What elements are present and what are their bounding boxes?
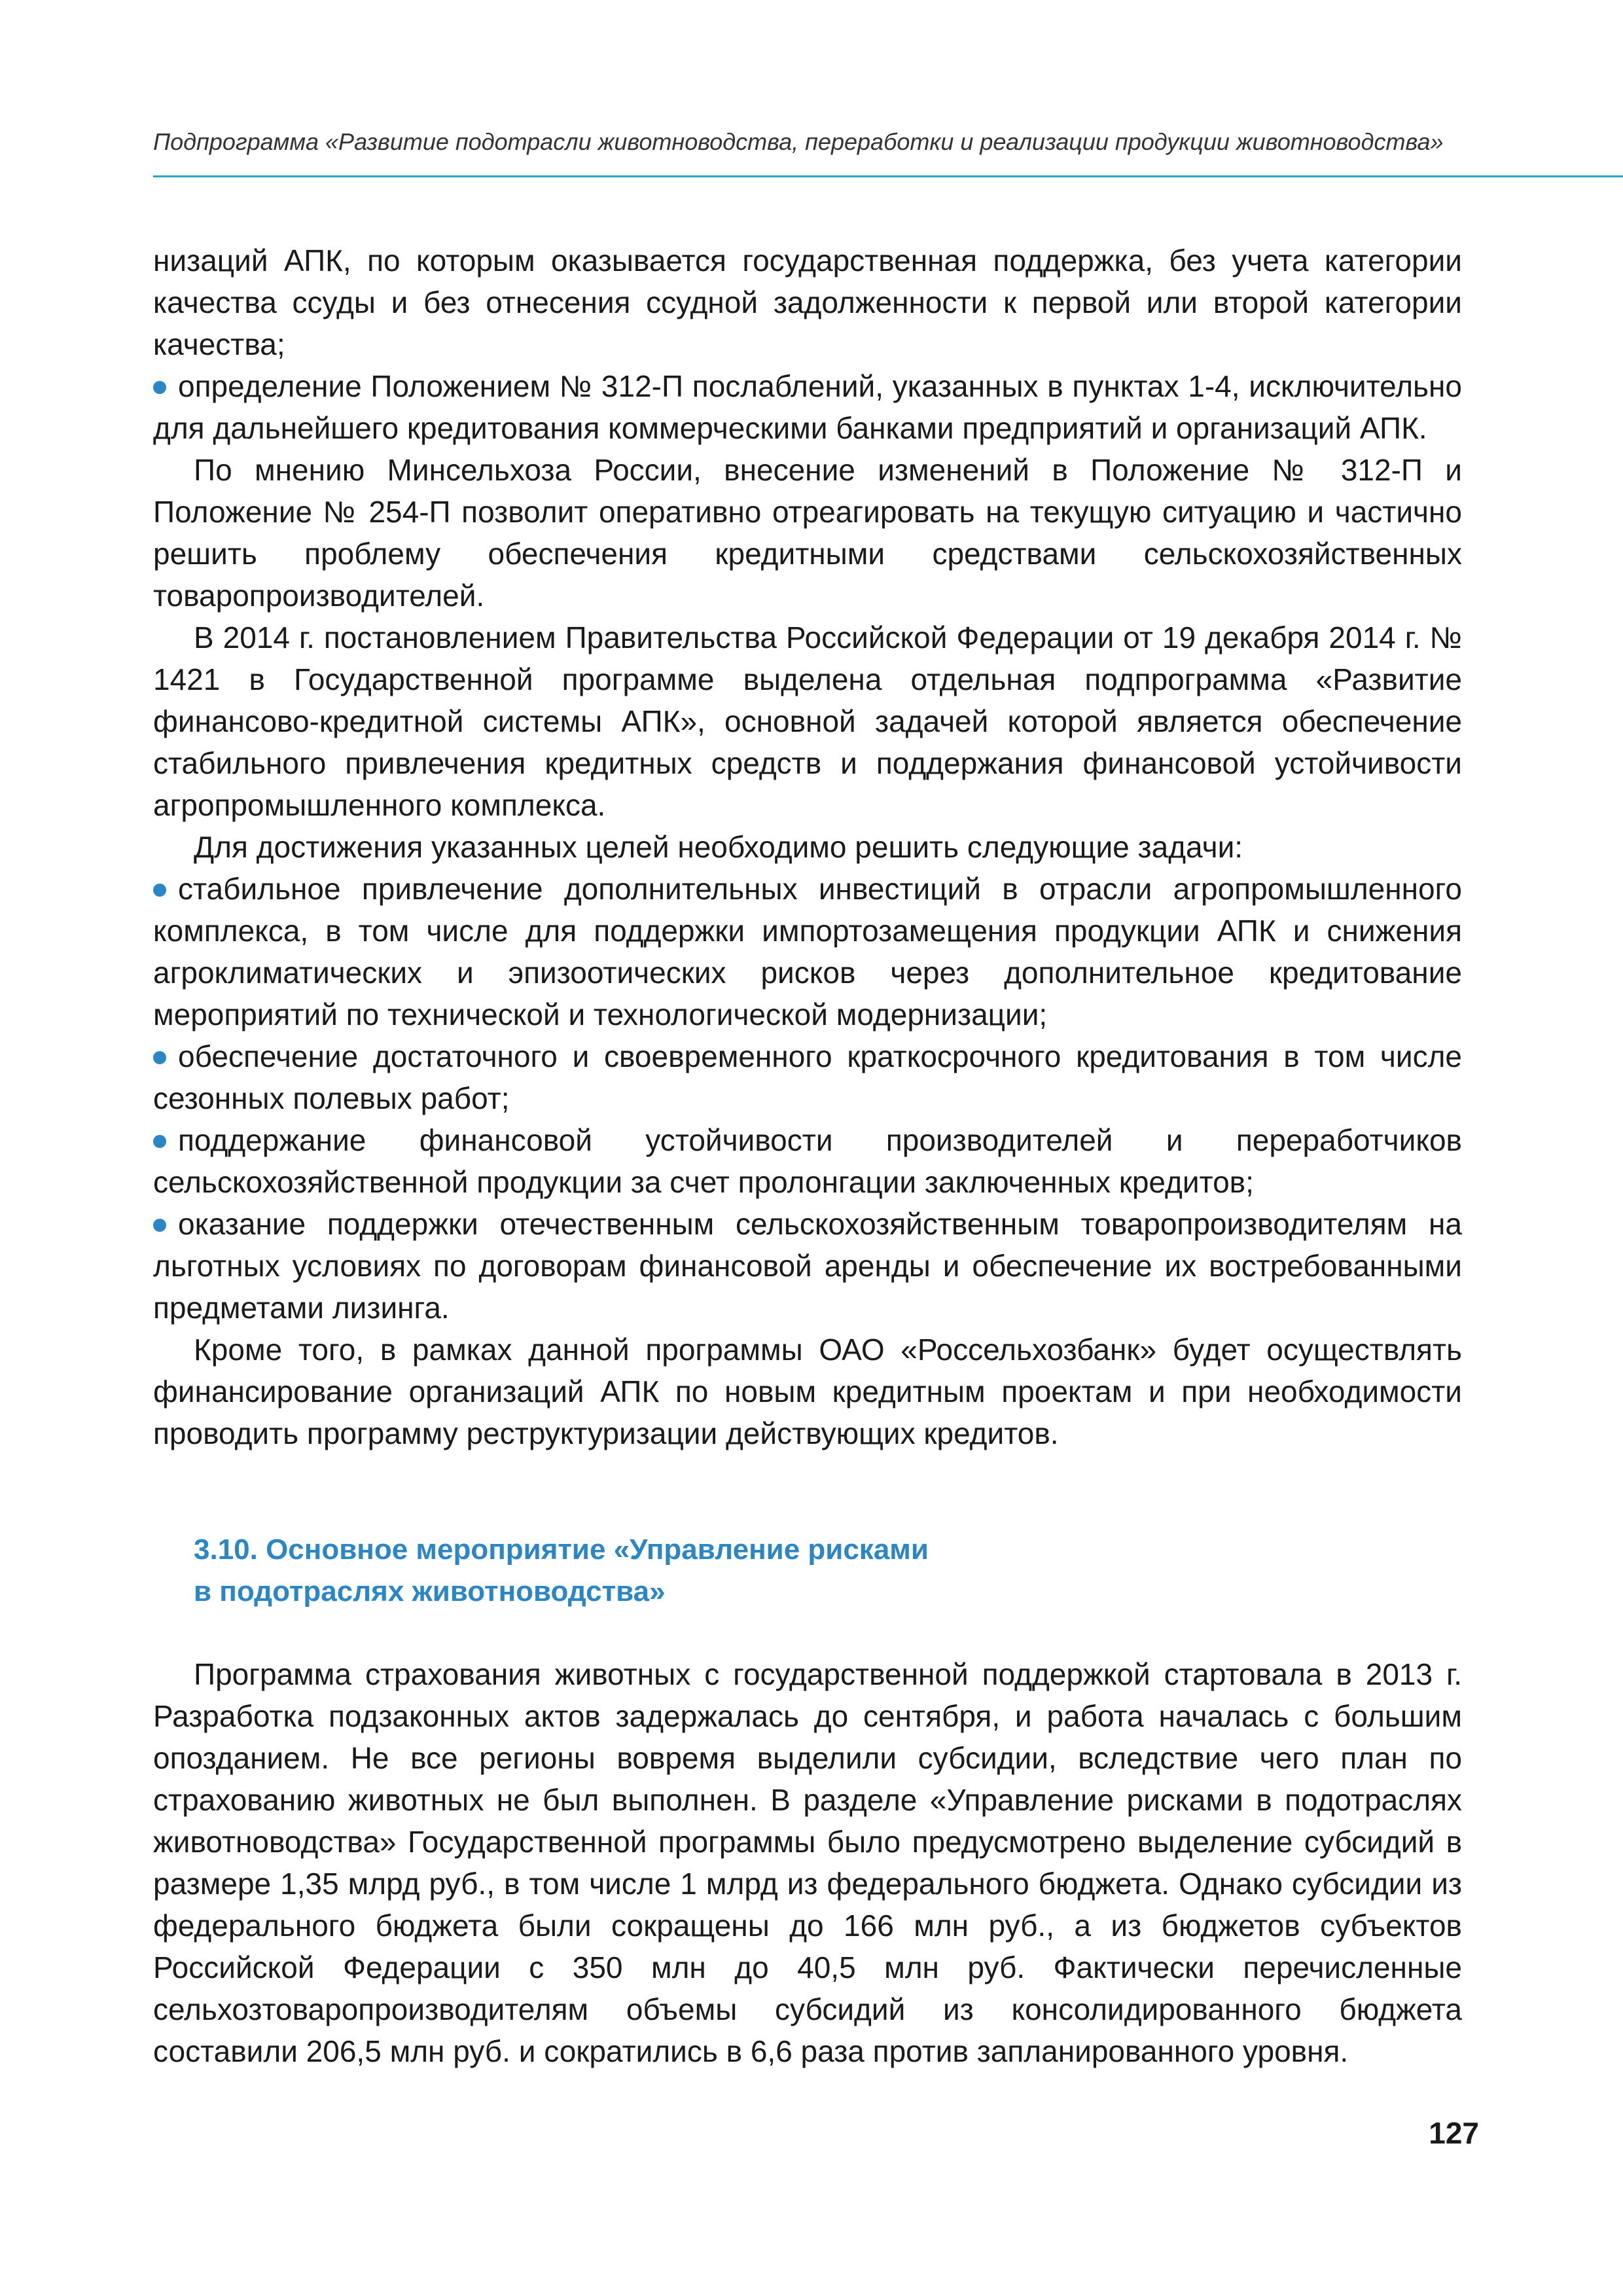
bullet-icon: [153, 1219, 166, 1232]
bullet-text: определение Положением № 312-П послаблений, указанных в пунктах 1-4, исключительно для дальнейшего кредитования коммерческими банками предприятий и организаций АПК.: [153, 369, 1462, 445]
bullet-text: стабильное привлечение дополнительных инвестиций в отрасли агропромышленного комплекса, в том числе для поддержки импортозамещения продукции АПК и снижения агроклиматических и эпизоотических рисков через дополнительное кредитование мероприятий по технической и технологической модернизации;: [153, 872, 1462, 1031]
paragraph: По мнению Минсельхоза России, внесение изменений в Положение № 312-П и Положение № 254-П позволит оперативно отреагировать на текущую ситуацию и частично решить проблему обеспечения кредитными средствами сельскохозяйственных товаропроизводителей.: [153, 453, 1462, 613]
header-divider: [153, 175, 1623, 177]
page-number: 127: [1429, 2116, 1479, 2150]
bullet-item: [153, 1203, 1462, 1329]
section-heading-line: 3.10. Основное мероприятие «Управление рисками: [194, 1534, 929, 1566]
bullet-text: поддержание финансовой устойчивости производителей и переработчиков сельскохозяйственной продукции за счет пролонгации заключенных кредитов;: [153, 1123, 1462, 1199]
bullet-item: [153, 1035, 1462, 1119]
bullet-icon: [153, 884, 166, 897]
bullet-item: [153, 1119, 1462, 1203]
paragraph: Для достижения указанных целей необходимо решить следующие задачи:: [194, 830, 1243, 864]
bullet-icon: [153, 1051, 166, 1064]
bullet-item: [153, 868, 1462, 1035]
paragraph: Программа страхования животных с государственной поддержкой стартовала в 2013 г. Разработка подзаконных актов задержалась до сентября, и работа началась с большим опозданием. Не все регионы вовремя выделили субсидии, вследствие чего план по страхованию животных не был выполнен. В разделе «Управление рисками в подотраслях животноводства» Государственной программы было предусмотрено выделение субсидий в размере 1,35 млрд руб., в том числе 1 млрд из федерального бюджета. Однако субсидии из федерального бюджета были сокращены до 166 млн руб., а из бюджетов субъектов Российской Федерации с 350 млн до 40,5 млн руб. Фактически перечисленные сельхозтоваропроизводителям объемы субсидий из консолидированного бюджета составили 206,5 млн руб. и сократились в 6,6 раза против запланированного уровня.: [153, 1657, 1462, 2068]
bullet-icon: [153, 1135, 166, 1148]
paragraph: Кроме того, в рамках данной программы ОАО «Россельхозбанк» будет осуществлять финансирование организаций АПК по новым кредитным проектам и при необходимости проводить программу реструктуризации действующих кредитов.: [153, 1333, 1462, 1450]
section-heading: [194, 1529, 1306, 1613]
body-text-block-1: [153, 240, 1462, 1454]
bullet-item: [153, 365, 1462, 449]
body-text-block-2: [153, 1653, 1462, 2072]
bullet-text: оказание поддержки отечественным сельскохозяйственным товаропроизводителям на льготных условиях по договорам финансовой аренды и обеспечение их востребованными предметами лизинга.: [153, 1207, 1462, 1325]
bullet-icon: [153, 381, 166, 394]
paragraph: В 2014 г. постановлением Правительства Российской Федерации от 19 декабря 2014 г. № 1421 в Государственной программе выделена отдельная подпрограмма «Развитие финансово-кредитной системы АПК», основной задачей которой является обеспечение стабильного привлечения кредитных средств и поддержания финансовой устойчивости агропромышленного комплекса.: [153, 620, 1462, 822]
section-heading-line: в подотраслях животноводства»: [194, 1575, 666, 1607]
running-header: Подпрограмма «Развитие подотрасли животноводства, переработки и реализации продукции животноводства»: [153, 128, 1444, 155]
paragraph: низаций АПК, по которым оказывается государственная поддержка, без учета категории качества ссуды и без отнесения ссудной задолженности к первой или второй категории качества;: [153, 243, 1462, 361]
bullet-text: обеспечение достаточного и своевременного краткосрочного кредитования в том числе сезонных полевых работ;: [153, 1039, 1462, 1115]
